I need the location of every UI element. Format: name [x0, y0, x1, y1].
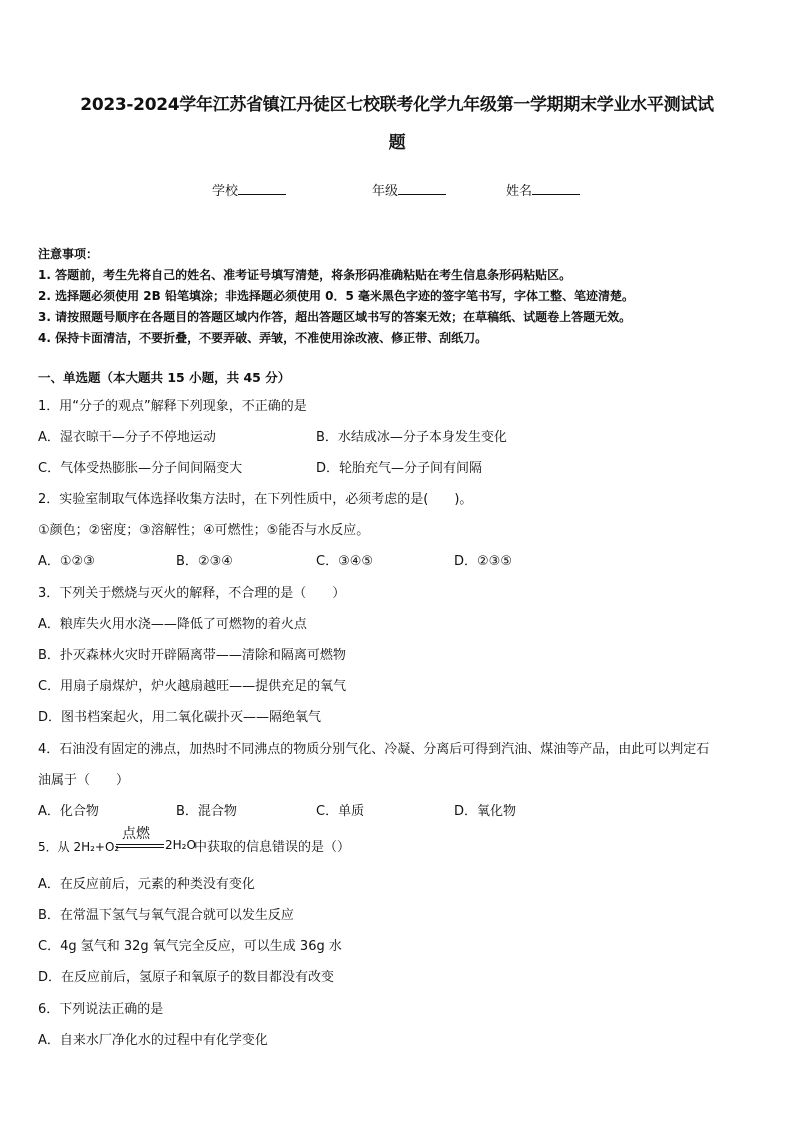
q2-option-a[interactable]: A．①②③ — [38, 554, 95, 569]
q4-option-a[interactable]: A．化合物 — [38, 804, 99, 819]
question-5-suffix: 中获取的信息错误的是（） — [194, 840, 351, 855]
reaction-arrow-line-bottom — [116, 847, 164, 848]
reaction-product: 2H₂O — [165, 838, 196, 852]
question-1-stem: 1．用“分子的观点”解释下列现象，不正确的是 — [38, 399, 307, 414]
q2-option-c[interactable]: C．③④⑤ — [316, 554, 374, 569]
notice-item: 3. 请按照题号顺序在各题目的答题区域内作答，超出答题区域书写的答案无效；在草稿纸、试题卷上答题无效。 — [38, 310, 632, 324]
question-3-stem: 3．下列关于燃烧与灭火的解释，不合理的是（ ） — [38, 586, 346, 601]
question-2-properties: ①颜色；②密度；③溶解性；④可燃性；⑤能否与水反应。 — [38, 523, 370, 538]
q5-option-d[interactable]: D．在反应前后，氢原子和氧原子的数目都没有改变 — [38, 970, 335, 985]
name-blank[interactable] — [532, 181, 580, 195]
q1-option-c[interactable]: C．气体受热膨胀—分子间间隔变大 — [38, 461, 243, 476]
grade-field[interactable] — [372, 180, 446, 199]
q1-option-b[interactable]: B．水结成冰—分子本身发生变化 — [316, 430, 507, 445]
exam-title-line1: 2023-2024学年江苏省镇江丹徒区七校联考化学九年级第一学期期末学业水平测试试 — [80, 95, 714, 115]
exam-title — [30, 86, 764, 162]
q5-option-c[interactable]: C．4g 氢气和 32g 氧气完全反应，可以生成 36g 水 — [38, 939, 342, 954]
q4-option-c[interactable]: C．单质 — [316, 804, 365, 819]
question-4-stem-line1: 4．石油没有固定的沸点，加热时不同沸点的物质分别气化、冷凝、分离后可得到汽油、煤油等产品，由此可以判定石 — [38, 742, 710, 757]
question-5-prefix: 5．从 2H₂+O₂ — [38, 840, 120, 854]
q5-option-a[interactable]: A．在反应前后，元素的种类没有变化 — [38, 877, 255, 892]
q3-option-a[interactable]: A．粮库失火用水浇——降低了可燃物的着火点 — [38, 617, 307, 632]
reaction-condition: 点燃 — [122, 826, 150, 842]
question-2-stem: 2．实验室制取气体选择收集方法时，在下列性质中，必须考虑的是( )。 — [38, 492, 473, 507]
reaction-arrow-line-top — [116, 844, 164, 845]
notice-block — [38, 244, 634, 349]
q2-option-d[interactable]: D．②③⑤ — [454, 554, 512, 569]
notice-item: 2. 选择题必须使用 2B 铅笔填涂；非选择题必须使用 0．5 毫米黑色字迹的签字笔书写，字体工整、笔迹清楚。 — [38, 289, 634, 303]
q1-option-d[interactable]: D．轮胎充气—分子间有间隔 — [316, 461, 483, 476]
school-blank[interactable] — [238, 181, 286, 195]
q5-option-b[interactable]: B．在常温下氢气与氧气混合就可以发生反应 — [38, 908, 294, 923]
notice-heading: 注意事项： — [38, 247, 99, 261]
name-label: 姓名 — [506, 184, 533, 199]
q2-option-b[interactable]: B．②③④ — [176, 554, 233, 569]
q4-option-d[interactable]: D．氧化物 — [454, 804, 517, 819]
question-4-stem-line2: 油属于（ ） — [38, 773, 130, 788]
q3-option-c[interactable]: C．用扇子扇煤炉，炉火越扇越旺——提供充足的氧气 — [38, 679, 347, 694]
school-label: 学校 — [212, 184, 239, 199]
school-field[interactable] — [212, 180, 286, 199]
grade-blank[interactable] — [398, 181, 446, 195]
q3-option-b[interactable]: B．扑灭森林火灾时开辟隔离带——清除和隔离可燃物 — [38, 648, 346, 663]
section-heading: 一、单选题（本大题共 15 小题，共 45 分） — [38, 370, 291, 385]
notice-item: 4. 保持卡面清洁，不要折叠，不要弄破、弄皱，不准使用涂改液、修正带、刮纸刀。 — [38, 331, 488, 345]
exam-title-line2: 题 — [388, 133, 406, 153]
q1-option-a[interactable]: A．湿衣晾干—分子不停地运动 — [38, 430, 216, 445]
question-6-stem: 6．下列说法正确的是 — [38, 1002, 164, 1017]
grade-label: 年级 — [372, 184, 399, 199]
q4-option-b[interactable]: B．混合物 — [176, 804, 237, 819]
q6-option-a[interactable]: A．自来水厂净化水的过程中有化学变化 — [38, 1033, 268, 1048]
student-info-row — [0, 180, 794, 200]
name-field[interactable] — [506, 180, 580, 199]
notice-item: 1. 答题前，考生先将自己的姓名、准考证号填写清楚，将条形码准确粘贴在考生信息条形码粘贴区。 — [38, 268, 572, 282]
q3-option-d[interactable]: D．图书档案起火，用二氧化碳扑灭——隔绝氧气 — [38, 710, 322, 725]
